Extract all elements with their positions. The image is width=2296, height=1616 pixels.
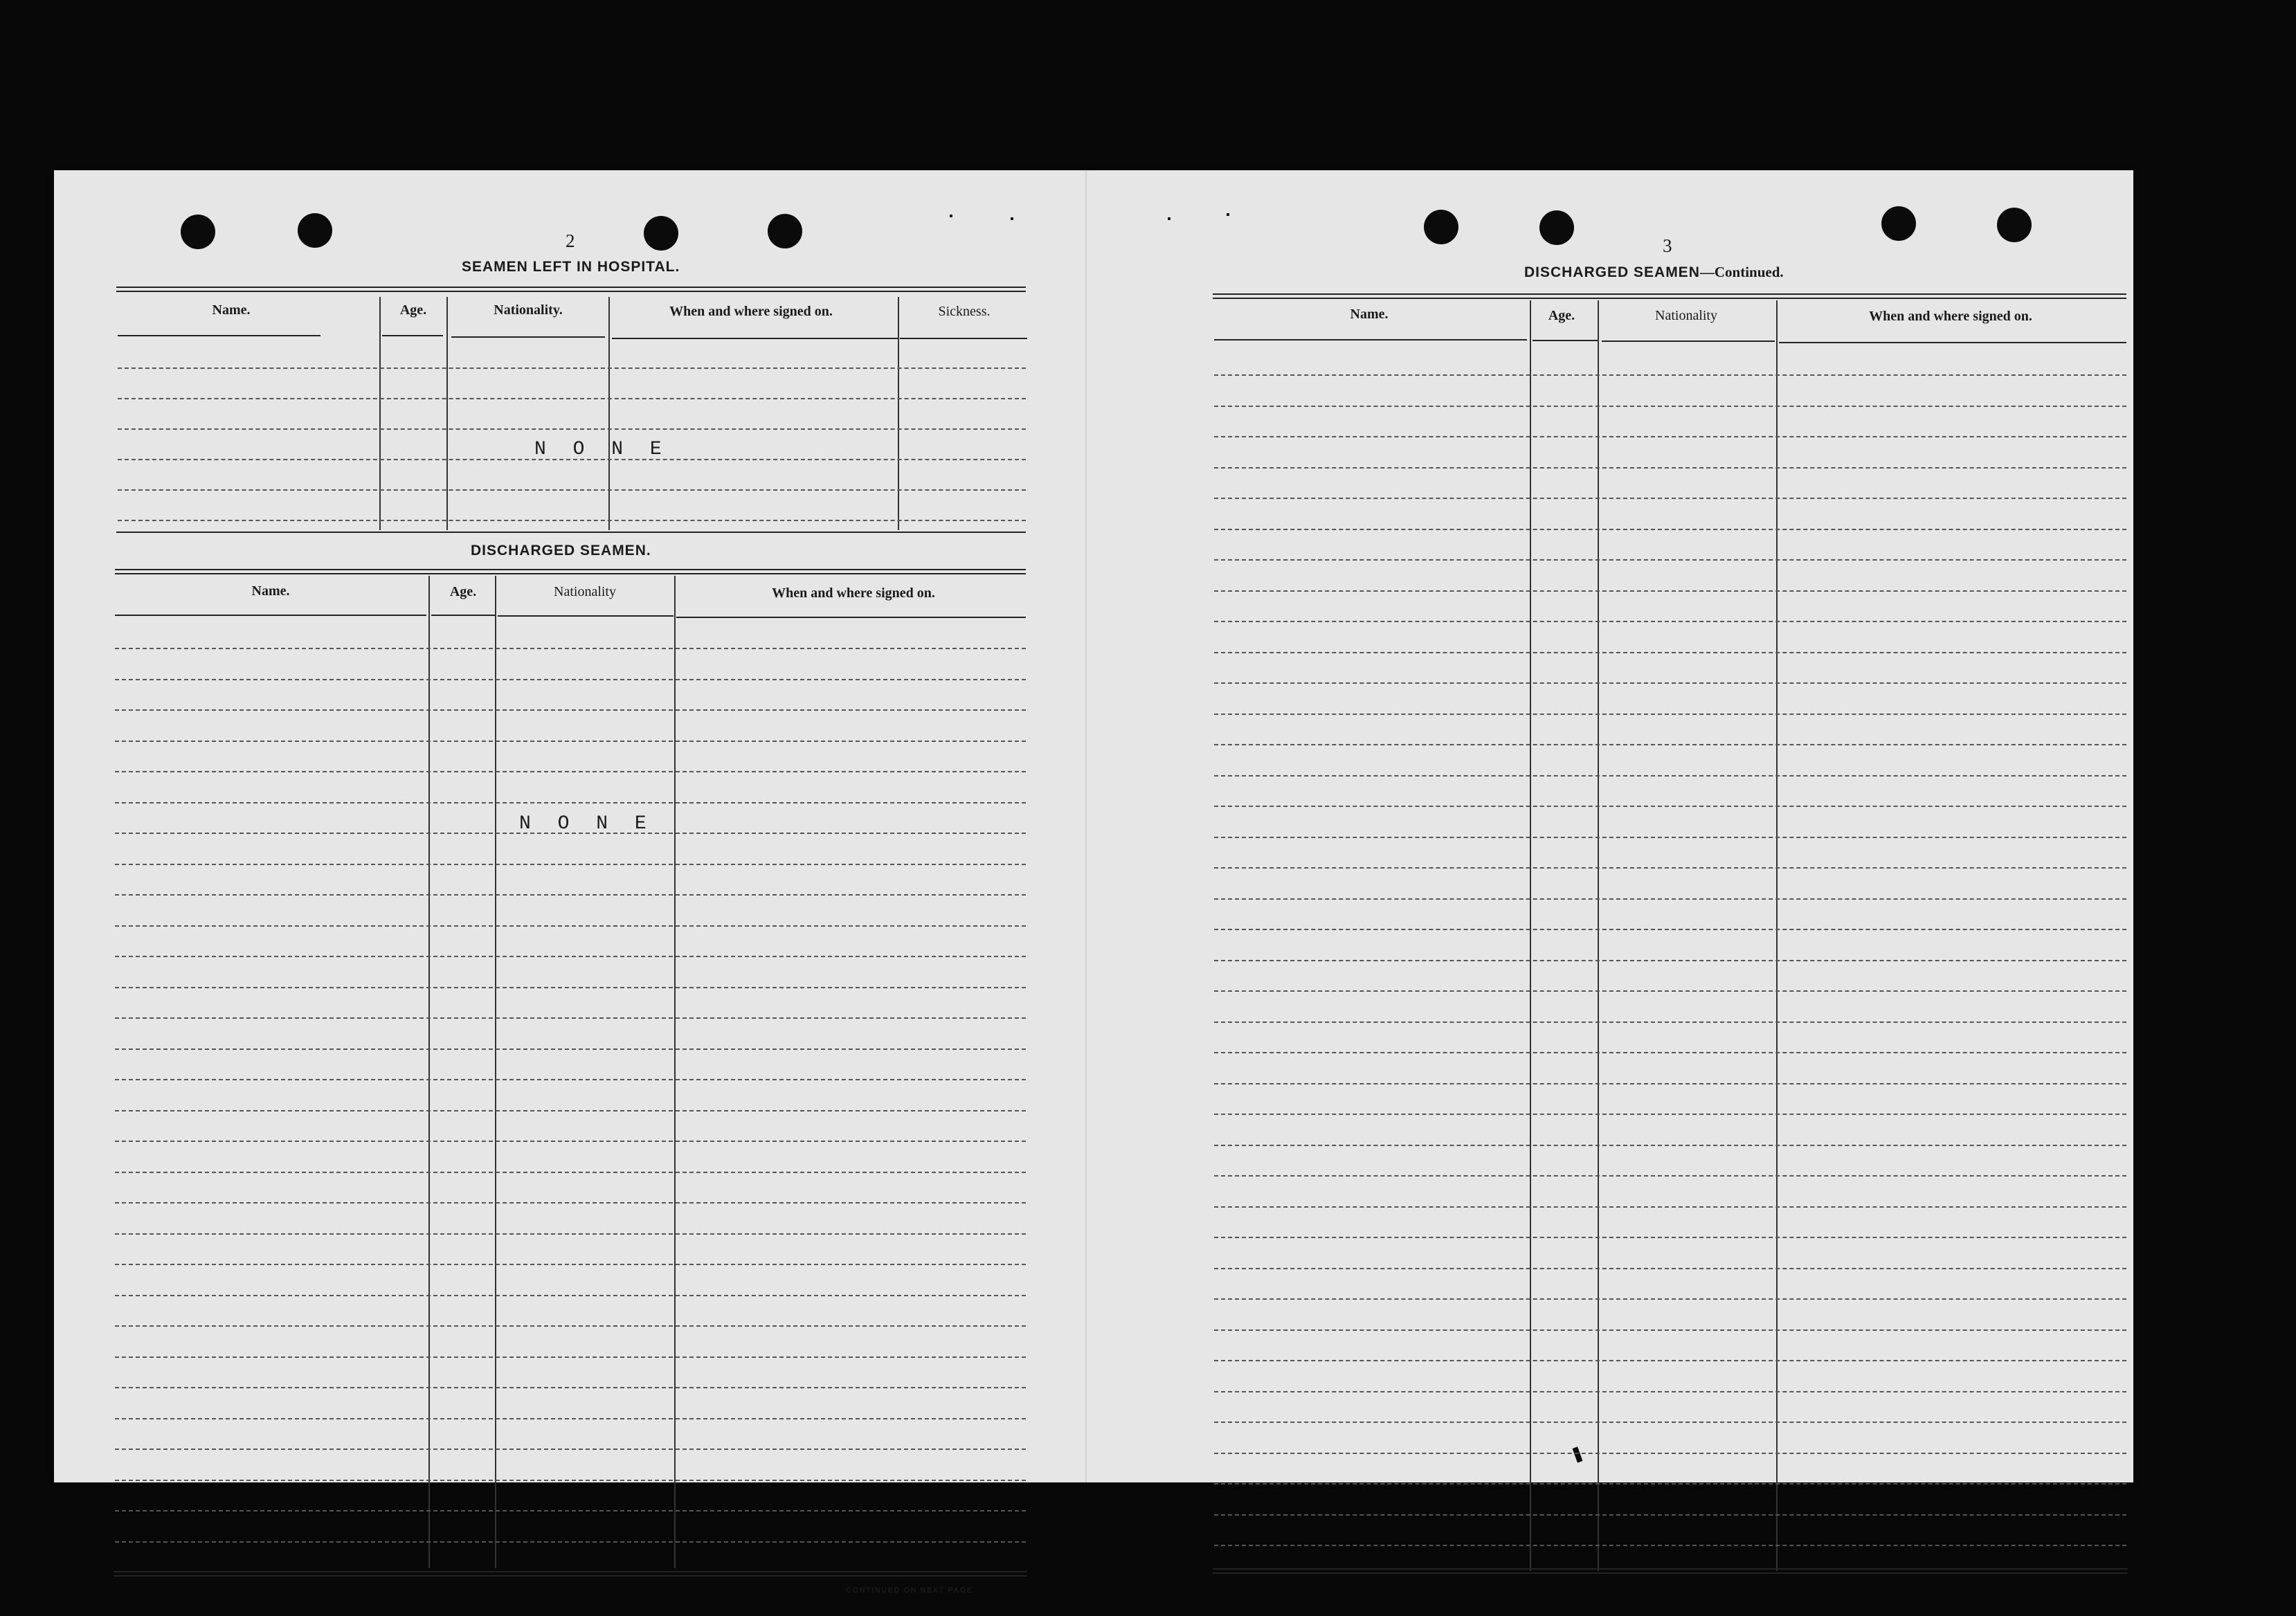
column-header-nationality: Nationality bbox=[554, 584, 616, 599]
header-underline bbox=[676, 617, 1026, 618]
table-row-line bbox=[118, 428, 1026, 430]
document-sheet bbox=[54, 170, 2133, 1595]
table-row-line bbox=[1214, 1483, 2126, 1485]
table-row-line bbox=[115, 1387, 1026, 1388]
discharged-continued-title bbox=[1524, 264, 1784, 281]
table-row-line bbox=[1214, 806, 2126, 807]
table-row-line bbox=[115, 1017, 1026, 1019]
table-row-line bbox=[1214, 1022, 2126, 1023]
table-row-line bbox=[1214, 682, 2126, 684]
table-row-line bbox=[1214, 652, 2126, 653]
table-row-line bbox=[1214, 467, 2126, 469]
section-rule bbox=[116, 291, 1026, 292]
table-row-line bbox=[115, 894, 1026, 896]
table-row-line bbox=[1214, 1083, 2126, 1084]
table-bottom-rule bbox=[114, 1571, 1027, 1572]
table-row-line bbox=[115, 802, 1026, 804]
header-underline bbox=[900, 338, 1027, 339]
table-row-line bbox=[1214, 406, 2126, 407]
table-row-line bbox=[115, 1172, 1026, 1173]
table-row-line bbox=[115, 1202, 1026, 1204]
table-row-line bbox=[115, 709, 1026, 711]
header-underline bbox=[431, 615, 495, 616]
table-row-line bbox=[1214, 1114, 2126, 1115]
table-row-line bbox=[1214, 1052, 2126, 1053]
title-main: DISCHARGED SEAMEN bbox=[1524, 264, 1700, 280]
column-divider bbox=[1776, 300, 1778, 1571]
header-underline bbox=[498, 615, 674, 617]
table-row-line bbox=[1214, 559, 2126, 561]
table-row-line bbox=[1214, 990, 2126, 992]
section-rule bbox=[1213, 293, 2126, 295]
header-underline bbox=[1533, 340, 1598, 341]
table-row-line bbox=[1214, 590, 2126, 592]
table-row-line bbox=[118, 398, 1026, 399]
table-row-line bbox=[115, 1541, 1026, 1543]
table-row-line bbox=[115, 1418, 1026, 1419]
table-row-line bbox=[1214, 1237, 2126, 1238]
discharged-section-title: DISCHARGED SEAMEN. bbox=[471, 543, 651, 559]
table-row-line bbox=[115, 1079, 1026, 1080]
left-page bbox=[54, 170, 1085, 1595]
table-row-line bbox=[1214, 1206, 2126, 1208]
table-row-line bbox=[115, 1510, 1026, 1511]
hospital-section-title: SEAMEN LEFT IN HOSPITAL. bbox=[462, 259, 680, 275]
table-row-line bbox=[1214, 714, 2126, 715]
table-row-line bbox=[1214, 960, 2126, 961]
table-row-line bbox=[115, 771, 1026, 772]
table-row-line bbox=[1214, 498, 2126, 499]
table-row-line bbox=[1214, 929, 2126, 930]
header-underline bbox=[1214, 339, 1527, 341]
table-row-line bbox=[115, 864, 1026, 865]
table-row-line bbox=[1214, 374, 2126, 376]
header-underline bbox=[382, 335, 443, 336]
table-row-line bbox=[1214, 1329, 2126, 1331]
table-row-line bbox=[115, 741, 1026, 742]
table-row-line bbox=[1214, 1422, 2126, 1423]
table-row-line bbox=[115, 1141, 1026, 1142]
table-row-line bbox=[1214, 1268, 2126, 1269]
column-divider bbox=[1530, 300, 1531, 1571]
column-header-age: Age. bbox=[1548, 308, 1575, 323]
table-row-line bbox=[1214, 1391, 2126, 1392]
section-rule bbox=[115, 573, 1026, 574]
column-divider bbox=[1598, 300, 1599, 1571]
header-underline bbox=[118, 335, 320, 336]
table-row-line bbox=[115, 679, 1026, 680]
table-row-line bbox=[1214, 867, 2126, 869]
page-number: 3 bbox=[1663, 235, 1672, 256]
table-row-line bbox=[1214, 1453, 2126, 1454]
table-row-line bbox=[1214, 1514, 2126, 1516]
none-stamp: N O N E bbox=[534, 439, 669, 460]
header-underline bbox=[1779, 342, 2126, 343]
header-underline bbox=[612, 338, 898, 339]
table-row-line bbox=[115, 1356, 1026, 1358]
table-row-line bbox=[115, 1480, 1026, 1481]
header-underline bbox=[451, 336, 605, 338]
column-header-name: Name. bbox=[1350, 307, 1389, 322]
table-bottom-rule bbox=[1213, 1568, 2128, 1570]
column-divider bbox=[446, 297, 448, 530]
table-row-line bbox=[115, 1295, 1026, 1296]
table-row-line bbox=[1214, 436, 2126, 437]
table-row-line bbox=[115, 648, 1026, 649]
table-row-line bbox=[1214, 1175, 2126, 1177]
table-row-line bbox=[115, 1110, 1026, 1111]
section-rule bbox=[116, 287, 1026, 288]
table-row-line bbox=[118, 367, 1026, 369]
table-row-line bbox=[115, 987, 1026, 988]
column-header-nationality: Nationality bbox=[1655, 308, 1717, 323]
title-suffix: —Continued. bbox=[1699, 264, 1784, 280]
column-divider bbox=[428, 576, 430, 1568]
column-header-sickness: Sickness. bbox=[938, 304, 991, 319]
column-divider bbox=[674, 576, 676, 1568]
column-header-age: Age. bbox=[399, 302, 427, 318]
table-row-line bbox=[1214, 898, 2126, 900]
table-row-line bbox=[1214, 775, 2126, 777]
none-stamp: N O N E bbox=[519, 813, 654, 835]
section-rule bbox=[116, 532, 1026, 533]
table-row-line bbox=[118, 520, 1026, 521]
table-row-line bbox=[115, 956, 1026, 957]
table-row-line bbox=[1214, 1545, 2126, 1546]
table-row-line bbox=[115, 1264, 1026, 1265]
table-row-line bbox=[1214, 1145, 2126, 1146]
table-row-line bbox=[115, 925, 1026, 927]
table-row-line bbox=[1214, 529, 2126, 530]
table-bottom-rule bbox=[114, 1575, 1027, 1577]
table-row-line bbox=[115, 1048, 1026, 1050]
continued-note: CONTINUED ON NEXT PAGE. bbox=[846, 1586, 977, 1595]
header-underline bbox=[1602, 341, 1775, 342]
table-row-line bbox=[1214, 744, 2126, 745]
column-header-signed-on: When and where signed on. bbox=[669, 304, 833, 319]
header-underline bbox=[115, 615, 426, 616]
column-divider bbox=[608, 297, 610, 530]
table-row-line bbox=[115, 1449, 1026, 1450]
table-row-line bbox=[115, 1233, 1026, 1235]
page-number: 2 bbox=[566, 230, 575, 251]
column-header-name: Name. bbox=[251, 583, 290, 599]
column-header-name: Name. bbox=[212, 302, 251, 318]
table-row-line bbox=[1214, 621, 2126, 622]
section-rule bbox=[115, 569, 1026, 570]
column-header-signed-on: When and where signed on. bbox=[1869, 309, 2032, 324]
column-divider bbox=[898, 297, 899, 530]
column-divider bbox=[495, 576, 496, 1568]
right-page bbox=[1085, 170, 2133, 1482]
table-row-line bbox=[115, 1325, 1026, 1327]
table-row-line bbox=[118, 489, 1026, 491]
table-row-line bbox=[1214, 1360, 2126, 1361]
column-header-signed-on: When and where signed on. bbox=[772, 585, 935, 601]
section-rule bbox=[1213, 298, 2126, 299]
table-row-line bbox=[1214, 1298, 2126, 1300]
table-bottom-rule bbox=[1213, 1572, 2128, 1574]
table-row-line bbox=[1214, 837, 2126, 838]
column-divider bbox=[379, 297, 381, 530]
column-header-age: Age. bbox=[449, 584, 477, 599]
column-header-nationality: Nationality. bbox=[494, 302, 563, 318]
